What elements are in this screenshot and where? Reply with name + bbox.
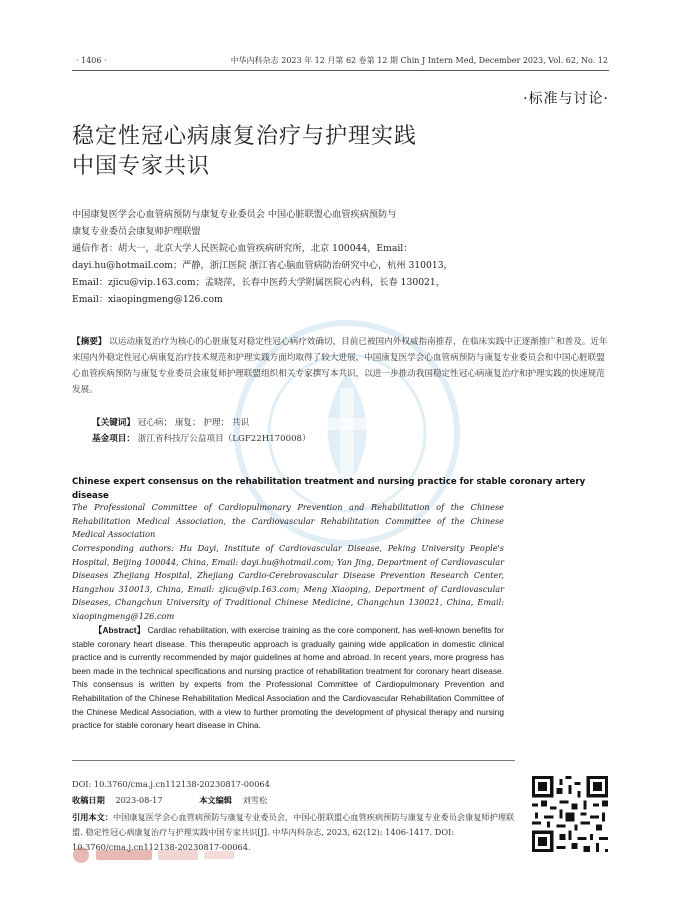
corresponding-line: Email：xiaopingmeng@126.com <box>72 294 223 305</box>
english-abstract-label: 【Abstract】 <box>94 625 146 635</box>
received-label: 收稿日期 <box>72 795 105 805</box>
english-abstract-text: Cardiac rehabilitation, with exercise training as the core component, has well-known benefits for stable coronary heart disease. This therapeutic approach is gradually gaining wide application in domestic clinical practice and is currently recommended by major guidelines at home and abroad. In recent years, more progress has been made in the technical specifications and nursing practice of rehabilitation treatment for coronary heart disease. This consensus is written by experts from the Professional Committee of Cardiopulmonary Prevention and Rehabilitation of the Chinese Rehabilitation Medical Association and the Cardiovascular Rehabilitation Committee of the Chinese Medical Association, with a view to further promoting the development of physical therapy and nursing practice for stable coronary heart disease in China. <box>72 625 504 731</box>
citation-text: 中国康复医学会心血管病预防与康复专业委员会，中国心脏联盟心血管疾病预防与康复专业委员会康复师护理联盟. 稳定性冠心病康复治疗与护理实践中国专家共识[J]. 中华内科杂志, 2023, 62(12): 1406-1417. DOI: 10.3760/cma.j.cn112138-20230817-00064. <box>72 812 515 852</box>
author-line: 中国康复医学会心血管病预防与康复专业委员会 中国心脏联盟心血管疾病预防与 <box>72 209 397 220</box>
english-corresponding-authors: Corresponding authors: Hu Dayi, Institute of Cardiovascular Disease, Peking University People's Hospital, Beijing 100044, China, Email: dayi.hu@hotmail.com; Yan Jing, Department of Cardiovascular Diseases Zhejiang Hospital, Zhejiang Cardio-Cerebrovascular Disease Prevention Research Center, Hangzhou 310013, China, Email: zjicu@vip.163.com; Meng Xiaoping, Department of Cardiovascular Diseases, Changchun University of Traditional Chinese Medicine, Changchun 130021, China, Email: xiaopingmeng@126.com <box>72 543 504 621</box>
footer-divider <box>72 760 515 761</box>
abstract-label: 【摘要】 <box>72 337 107 347</box>
corresponding-line: 通信作者：胡大一，北京大学人民医院心血管疾病研究所，北京 100044，Email： <box>72 243 413 254</box>
keywords-text: 冠心病； 康复； 护理； 共识 <box>137 418 250 428</box>
qr-code-icon[interactable] <box>532 776 608 852</box>
fund-text: 浙江省科技厅公益项目（LGF22H170008） <box>137 434 311 444</box>
corresponding-line: Email：zjicu@vip.163.com；孟晓萍，长春中医药大学附属医院心内科，长春 130021， <box>72 277 445 288</box>
section-tag: ·标准与讨论· <box>523 91 609 107</box>
title-line-1: 稳定性冠心病康复治疗与护理实践 <box>72 124 418 149</box>
english-title: Chinese expert consensus on the rehabilitation treatment and nursing practice for stable coronary artery disease <box>72 477 586 501</box>
author-line: 康复专业委员会康复师护理联盟 <box>72 226 201 237</box>
corresponding-line: dayi.hu@hotmail.com；严静，浙江医院 浙江省心脑血管病防治研究中心，杭州 310013， <box>72 260 453 271</box>
editor-name: 刘雪松 <box>242 795 268 805</box>
publisher-logo <box>72 846 272 864</box>
title-line-2: 中国专家共识 <box>72 154 211 179</box>
journal-header: 中华内科杂志 2023 年 12 月第 62 卷第 12 期 Chin J Intern Med, December 2023, Vol. 62, No. 12 <box>230 56 608 65</box>
keywords-label: 【关键词】 <box>92 418 135 428</box>
fund-label: 基金项目： <box>92 434 135 444</box>
article-title <box>72 122 417 182</box>
received-date-line <box>72 795 267 806</box>
fund-info <box>92 432 311 444</box>
citation-label: 引用本文： <box>72 812 113 822</box>
english-abstract <box>72 624 504 733</box>
doi[interactable]: DOI: 10.3760/cma.j.cn112138-20230817-00064 <box>72 779 270 789</box>
page-number: · 1406 · <box>76 56 107 65</box>
editor-label: 本文编辑 <box>199 795 232 805</box>
abstract-chinese <box>72 334 612 398</box>
keywords <box>92 416 249 428</box>
abstract-text: 以运动康复治疗为核心的心脏康复对稳定性冠心病疗效确切，目前已被国内外权威指南推荐，在临床实践中正逐渐推广和普及。近年来国内外稳定性冠心病康复治疗技术规范和护理实践方面均取得了较大进展，中国康复医学会心血管病预防与康复专业委员会和中国心脏联盟心血管疾病预防与康复专业委员会康复师护理联盟组织相关专家撰写本共识，以进一步推动我国稳定性冠心病康复治疗和护理实践的快速规范发展。 <box>72 337 608 395</box>
header-divider <box>72 70 609 71</box>
received-date: 2023-08-17 <box>115 795 163 805</box>
english-affiliation: The Professional Committee of Cardiopulmonary Prevention and Rehabilitation of the Chinese Rehabilitation Medical Association, the Cardiovascular Rehabilitation Committee of the Chinese Medical Association <box>72 502 504 539</box>
author-block <box>72 206 612 308</box>
